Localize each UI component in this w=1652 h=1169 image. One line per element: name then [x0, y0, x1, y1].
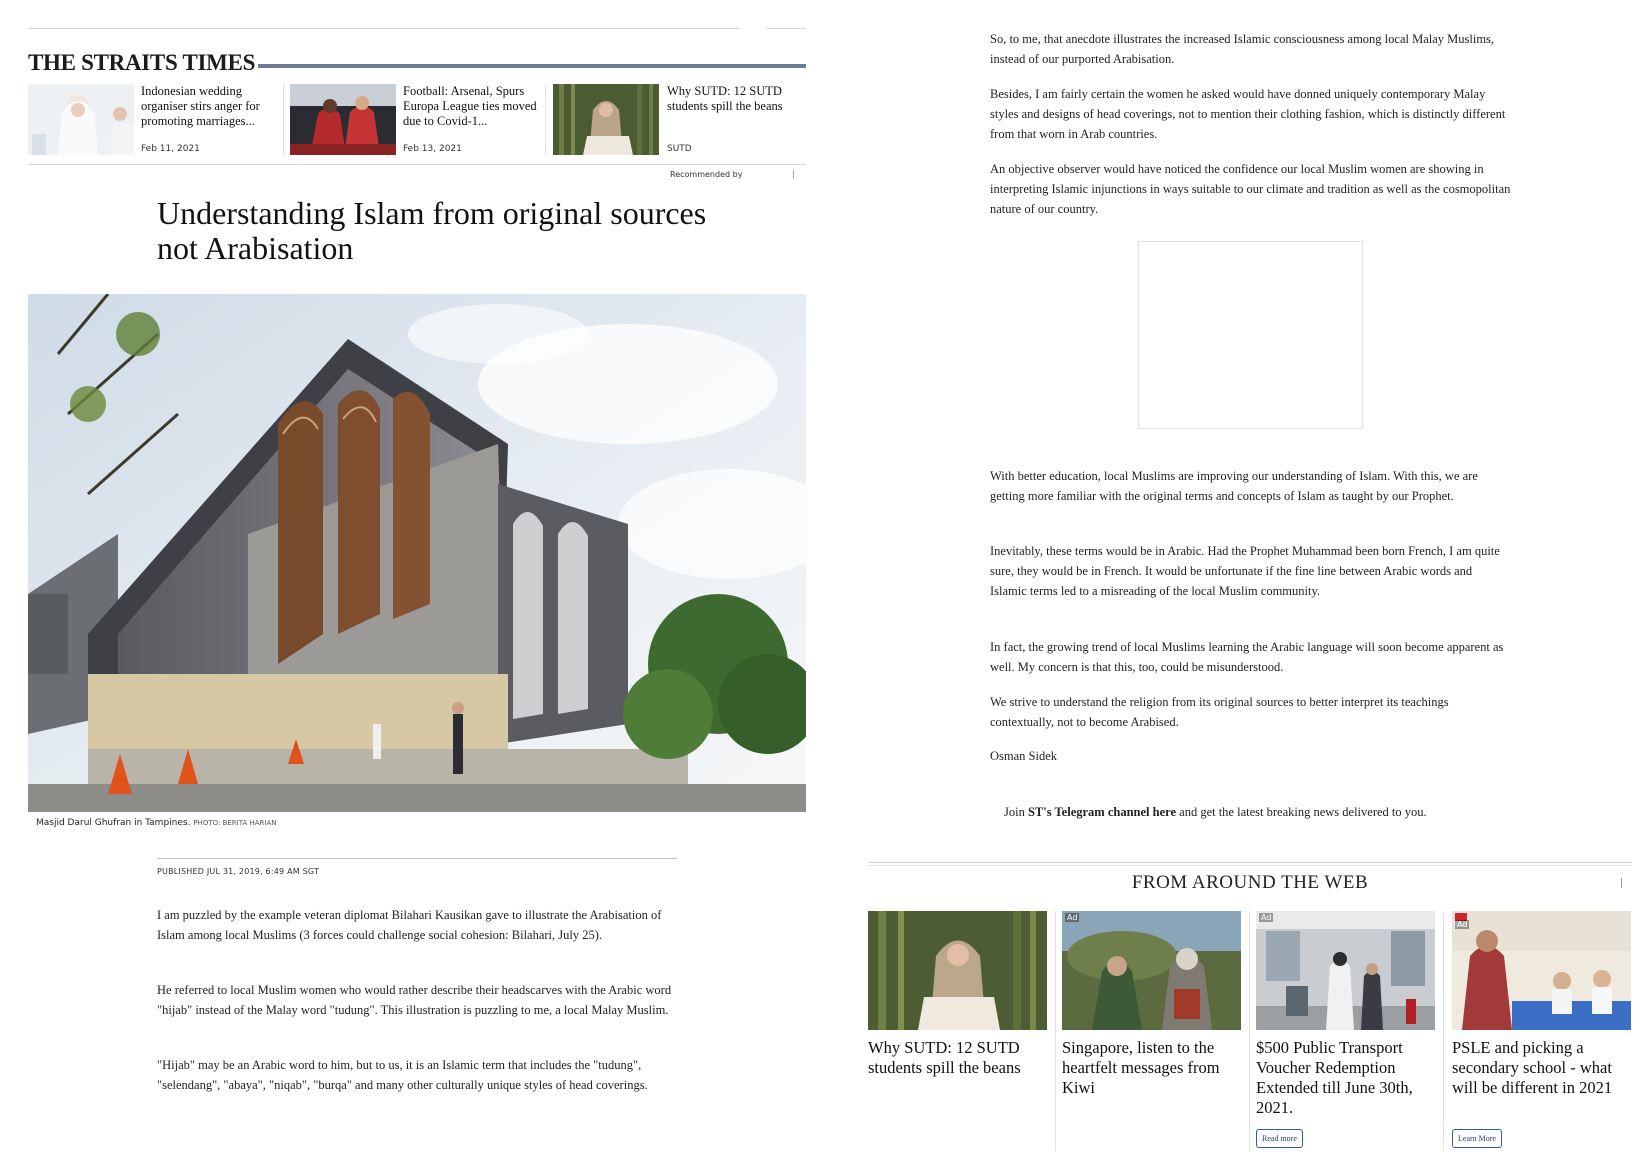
telegram-channel-link[interactable]: ST's Telegram channel here — [1027, 805, 1177, 819]
from-web-divider — [1621, 878, 1622, 888]
recommended-by-label[interactable]: Recommended by — [670, 170, 743, 179]
hero-image-mosque — [28, 294, 806, 812]
rec-date: Feb 11, 2021 — [141, 144, 200, 154]
read-more-button[interactable]: Read more — [1256, 1129, 1303, 1148]
rec-date: Feb 13, 2021 — [403, 144, 462, 154]
rec-thumb-sutd[interactable] — [553, 84, 659, 155]
web-divider — [1055, 911, 1056, 1151]
recommended-divider — [793, 170, 794, 179]
article-paragraph: So, to me, that anecdote illustrates the increased Islamic consciousness among local Malay Muslims, instead of our purported Arabisation. — [990, 32, 1495, 66]
telegram-pre: Join — [1004, 805, 1028, 819]
web-thumb-mrt[interactable] — [1256, 911, 1435, 1030]
web-thumb-sutd[interactable] — [868, 911, 1047, 1030]
web-title[interactable]: Singapore, listen to the heartfelt messages from Kiwi — [1062, 1038, 1220, 1097]
ad-badge: Ad — [1067, 913, 1078, 922]
article-paragraph: Inevitably, these terms would be in Arabic. Had the Prophet Muhammad been born French, I am quite sure, they would be in French. It would be unfortunate if the fine line between Arabic words and Islamic terms led to a misreading of the local Muslim community. — [990, 544, 1500, 598]
rec-bottom-rule — [28, 164, 806, 165]
author-name: Osman Sidek — [990, 749, 1058, 763]
article-paragraph: Besides, I am fairly certain the women he asked would have donned uniquely contemporary Malay styles and designs of head coverings, not to mention their clothing fashion, which is distinctly different from that worn in Arab countries. — [990, 87, 1506, 141]
ad-placeholder — [1138, 241, 1363, 429]
rec-divider — [283, 84, 284, 155]
published-rule — [157, 858, 677, 859]
from-web-rule-2 — [868, 865, 1632, 866]
web-divider — [1443, 911, 1444, 1151]
article-paragraph: "Hijab" may be an Arabic word to him, but to us, it is an Islamic term that includes the "tudung", "selendang", "abaya", "niqab", "burqa" and many other culturally unique styles of head coverings. — [157, 1058, 648, 1092]
article-headline: Understanding Islam from original sources not Arabisation — [157, 195, 707, 266]
web-thumb-kiwi[interactable] — [1062, 911, 1241, 1030]
rec-title[interactable]: Football: Arsenal, Spurs Europa League ties moved due to Covid-1... — [403, 84, 537, 128]
photo-caption — [36, 818, 276, 828]
from-web-rule — [868, 862, 1632, 863]
telegram-promo — [990, 802, 1512, 822]
rec-title[interactable]: Indonesian wedding organiser stirs anger for promoting marriages... — [141, 84, 260, 128]
web-title[interactable]: Why SUTD: 12 SUTD students spill the beans — [868, 1038, 1021, 1077]
article-paragraph: In fact, the growing trend of local Muslims learning the Arabic language will soon become apparent as well. My concern is that this, too, could be misunderstood. — [990, 640, 1504, 674]
rec-divider — [545, 84, 546, 155]
article-paragraph: An objective observer would have noticed the confidence our local Muslim women are showing in interpreting Islamic injunctions in ways suitable to our climate and tradition as well as the cosmopolitan nature of our country. — [990, 162, 1511, 216]
web-thumb-psle[interactable] — [1452, 911, 1631, 1030]
article-paragraph: We strive to understand the religion from its original sources to better interpret its teachings contextually, not to become Arabised. — [990, 695, 1449, 729]
rec-thumb-football[interactable] — [290, 84, 396, 155]
article-paragraph: He referred to local Muslim women who would rather describe their headscarves with the Arabic word "hijab" instead of the Malay word "tudung". This illustration is puzzling to me, a local Malay Muslim. — [157, 983, 672, 1017]
caption-text: Masjid Darul Ghufran in Tampines. — [36, 818, 191, 828]
caption-credit: PHOTO: BERITA HARIAN — [193, 819, 277, 827]
top-rule-short — [766, 28, 806, 29]
ad-badge: Ad — [1261, 913, 1272, 922]
article-paragraph: With better education, local Muslims are improving our understanding of Islam. With this, we are getting more familiar with the original terms and concepts of Islam as taught by our Prophet. — [990, 469, 1478, 503]
rec-title[interactable]: Why SUTD: 12 SUTD students spill the beans — [667, 84, 783, 113]
article-paragraph: I am puzzled by the example veteran diplomat Bilahari Kausikan gave to illustrate the Arabisation of Islam among local Muslims (3 forces could challenge social cohesion: Bilahari, July 25). — [157, 908, 662, 942]
telegram-post: and get the latest breaking news delivered to you. — [1176, 805, 1427, 819]
top-rule — [28, 28, 740, 29]
from-around-the-web-heading: FROM AROUND THE WEB — [1131, 872, 1369, 893]
published-date: PUBLISHED JUL 31, 2019, 6:49 AM SGT — [157, 867, 320, 876]
learn-more-button[interactable]: Learn More — [1452, 1129, 1502, 1148]
ad-badge: Ad — [1457, 920, 1468, 929]
logo-rule — [258, 64, 806, 68]
web-divider — [1249, 911, 1250, 1151]
web-title[interactable]: $500 Public Transport Voucher Redemption Extended till June 30th, 2021. — [1256, 1038, 1413, 1117]
rec-sponsor: SUTD — [667, 144, 692, 154]
site-logo[interactable]: THE STRAITS TIMES — [28, 50, 256, 75]
web-title[interactable]: PSLE and picking a secondary school - what will be different in 2021 — [1452, 1038, 1613, 1097]
rec-thumb-wedding[interactable] — [28, 84, 134, 155]
